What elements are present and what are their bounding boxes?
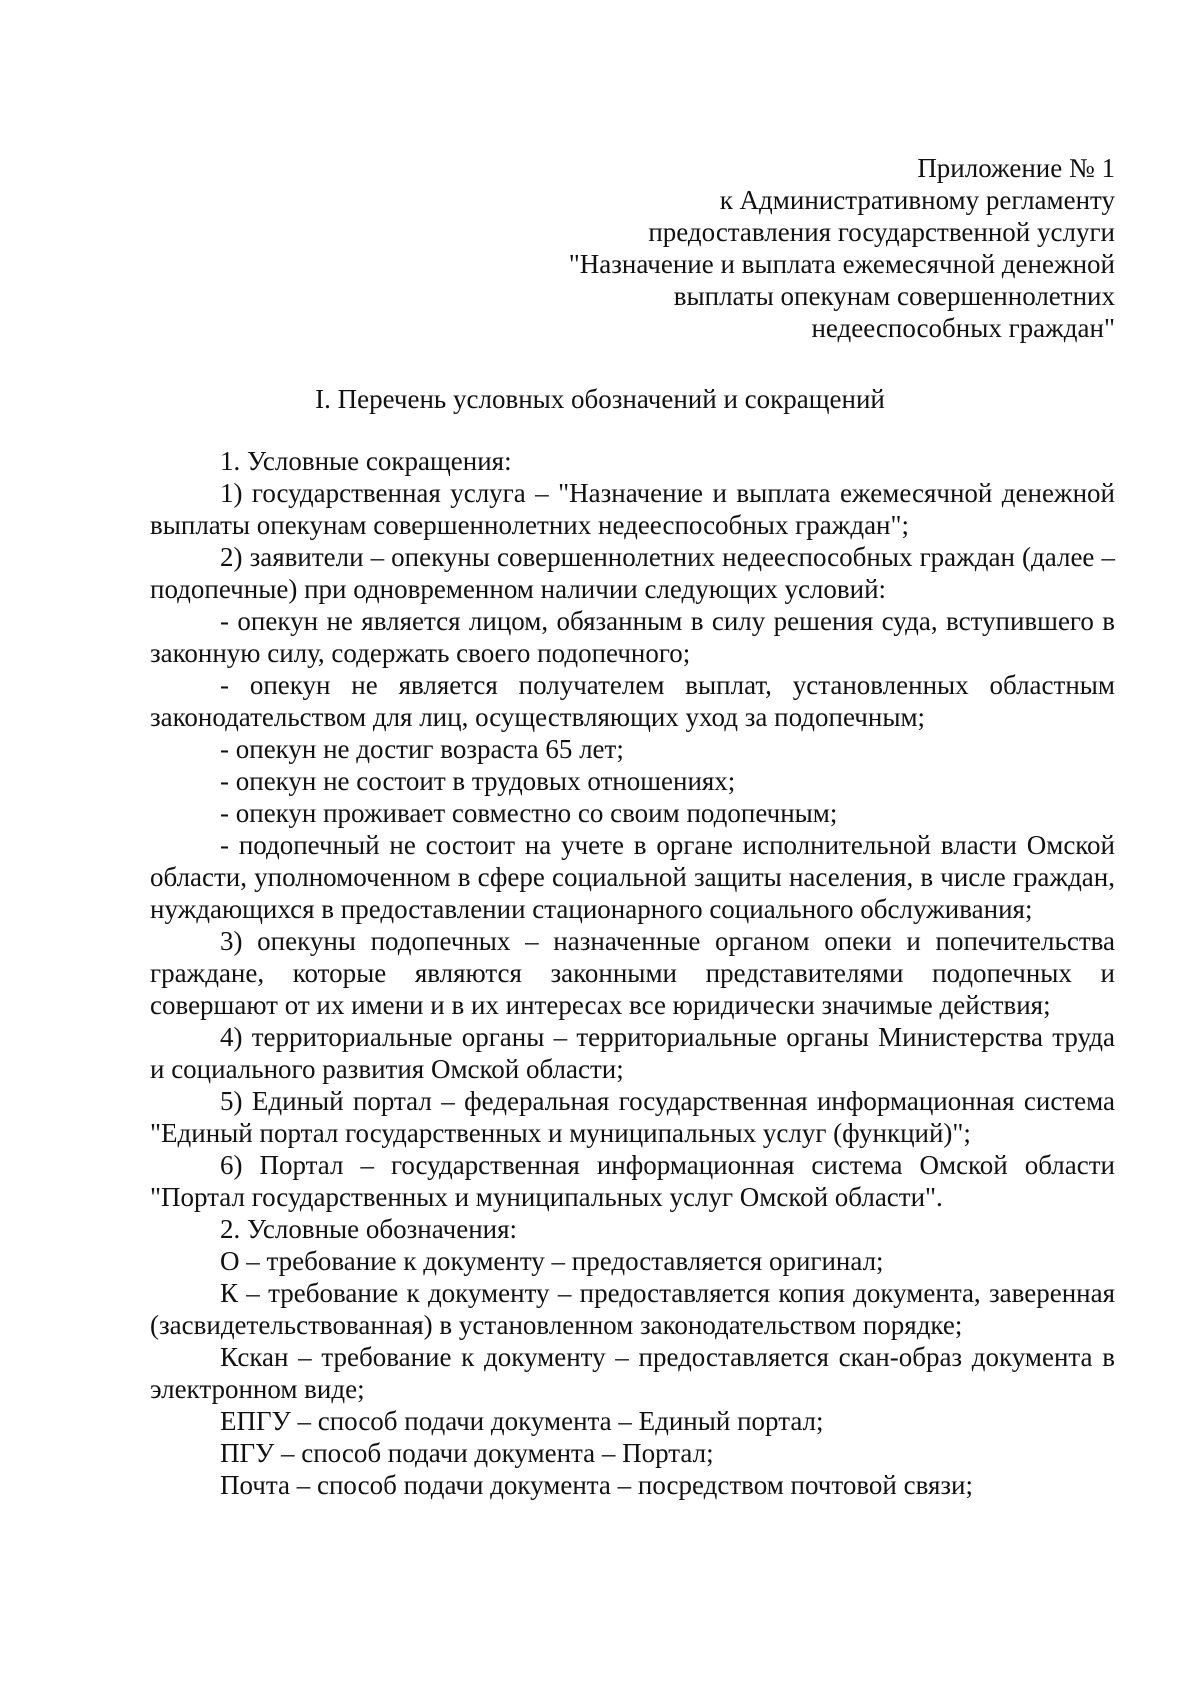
document-body [150, 445, 1115, 1501]
paragraph: - подопечный не состоит на учете в органе исполнительной власти Омской области, уполномоченном в сфере социальной защиты населения, в числе граждан, нуждающихся в предоставлении стационарного социального обслуживания; [150, 830, 1115, 924]
appendix-line: к Административному регламенту [719, 185, 1115, 215]
appendix-line: предоставления государственной услуги [648, 217, 1115, 247]
paragraph: - опекун проживает совместно со своим подопечным; [220, 798, 838, 828]
paragraph: 3) опекуны подопечных – назначенные органом опеки и попечительства граждане, которые являются законными представителями подопечных и совершают от их имени и в их интересах все юридически значимые действия; [150, 926, 1115, 1020]
paragraph: 2. Условные обозначения: [220, 1214, 518, 1244]
paragraph: 4) территориальные органы – территориальные органы Министерства труда и социального развития Омской области; [150, 1022, 1115, 1084]
paragraph: 2) заявители – опекуны совершеннолетних недееспособных граждан (далее – подопечные) при одновременном наличии следующих условий: [150, 542, 1115, 604]
paragraph: ЕПГУ – способ подачи документа – Единый портал; [220, 1406, 824, 1436]
appendix-line: Приложение № 1 [917, 153, 1115, 183]
appendix-header [569, 152, 1115, 344]
paragraph: 5) Единый портал – федеральная государственная информационная система "Единый портал государственных и муниципальных услуг (функций)"; [150, 1086, 1115, 1148]
paragraph: 1) государственная услуга – "Назначение и выплата ежемесячной денежной выплаты опекунам совершеннолетних недееспособных граждан"; [150, 478, 1115, 540]
paragraph: - опекун не состоит в трудовых отношениях; [220, 766, 736, 796]
paragraph: Почта – способ подачи документа – посредством почтовой связи; [220, 1470, 973, 1500]
appendix-line: выплаты опекунам совершеннолетних [673, 281, 1115, 311]
paragraph: - опекун не достиг возраста 65 лет; [220, 734, 624, 764]
paragraph: 6) Портал – государственная информационная система Омской области "Портал государственных и муниципальных услуг Омской области". [150, 1150, 1115, 1212]
section-title: I. Перечень условных обозначений и сокращений [315, 384, 885, 414]
paragraph: - опекун не является лицом, обязанным в силу решения суда, вступившего в законную силу, содержать своего подопечного; [150, 606, 1115, 668]
appendix-line: "Назначение и выплата ежемесячной денежной [568, 249, 1115, 279]
appendix-line: недееспособных граждан" [811, 313, 1115, 343]
paragraph: 1. Условные сокращения: [220, 446, 512, 476]
paragraph: О – требование к документу – предоставляется оригинал; [220, 1246, 884, 1276]
paragraph: ПГУ – способ подачи документа – Портал; [220, 1438, 714, 1468]
paragraph: К – требование к документу – предоставляется копия документа, заверенная (засвидетельствованная) в установленном законодательством порядке; [150, 1278, 1115, 1340]
paragraph: - опекун не является получателем выплат, установленных областным законодательством для лиц, осуществляющих уход за подопечным; [150, 670, 1115, 732]
paragraph: Кскан – требование к документу – предоставляется скан-образ документа в электронном виде; [150, 1342, 1115, 1404]
